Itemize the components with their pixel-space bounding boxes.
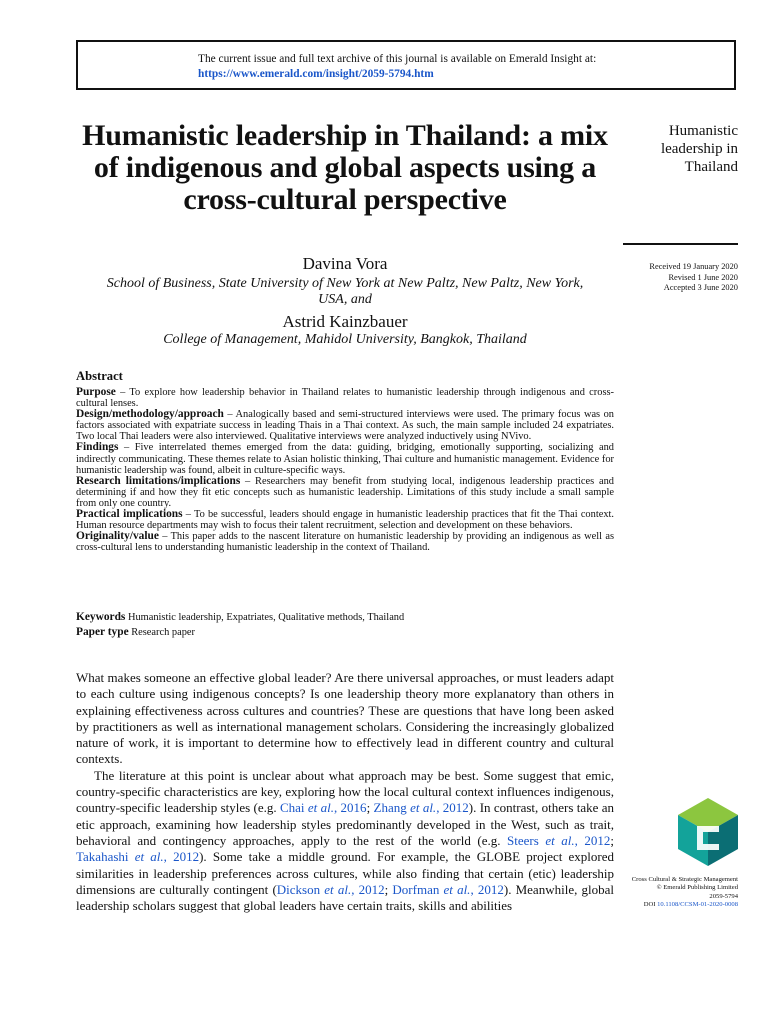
paragraph-2-text-d: ). Meanwhile, global leadership scholars suggest that global leaders have certain traits, skills and abilities	[76, 881, 614, 914]
practical-label: Practical implications	[76, 508, 183, 521]
limitations-label: Research limitations/implications	[76, 474, 241, 487]
findings-label: Findings	[76, 441, 119, 454]
abstract-findings	[76, 442, 614, 475]
citation-steers-2012[interactable]: Steers et al., 2012	[507, 832, 611, 848]
keywords-line	[76, 611, 404, 624]
abstract-heading: Abstract	[76, 369, 123, 383]
keywords-label: Keywords	[76, 611, 126, 623]
citation-dickson-2012[interactable]: Dickson et al., 2012	[276, 881, 385, 897]
journal-notice-text: The current issue and full text archive of this journal is available on Emerald Insight at:	[198, 53, 597, 65]
sidebar-divider	[623, 243, 738, 245]
citation-zhang-2012[interactable]: Zhang et al., 2012	[373, 800, 469, 816]
abstract-design	[76, 409, 614, 442]
citation-takahashi-2012[interactable]: Takahashi et al., 2012	[76, 849, 200, 865]
abstract-body	[76, 387, 614, 553]
purpose-label: Purpose	[76, 386, 116, 398]
article-body	[76, 670, 614, 914]
author-name-2: Astrid Kainzbauer	[282, 312, 408, 331]
paragraph-2-text-a: The literature at this point is unclear about what approach may be best. Some suggest that emic, country-specific characteristics are key, exploring how the local cultural context influences indigenous, country-specific leadership styles (e.g.	[76, 767, 614, 816]
design-label: Design/methodology/approach	[76, 408, 224, 421]
journal-issn: 2059-5794	[709, 892, 738, 900]
article-title: Humanistic leadership in Thailand: a mix of indigenous and global aspects using a cross-cultural perspective	[82, 119, 608, 216]
received-date: Received 19 January 2020	[649, 262, 738, 271]
limitations-text: – Researchers may benefit from studying local, indigenous leadership practices and determining if and how they fit etic concepts such as humanistic leadership. Limitations of this study include a small sample from only one country.	[76, 475, 614, 509]
findings-text: – Five interrelated themes emerged from the data: guiding, bridging, emotionally supporting, socializing and indirectly communicating. These themes relate to Asian holistic thinking, Thai culture and humanistic management. Evidence for humanistic leadership was found, albeit in culture-specific ways.	[76, 442, 614, 476]
doi-link[interactable]: 10.1108/CCSM-01-2020-0008	[657, 900, 738, 908]
paragraph-2-text-c: ). Some take a middle ground. For example, the GLOBE project explored similarities in leadership preferences across cultures, while also finding that certain (etic) leadership dimensions are culturally contingent (	[76, 849, 615, 897]
paper-type-line	[76, 626, 195, 639]
doi-line	[616, 901, 738, 909]
abstract-originality	[76, 531, 614, 553]
citation-dorfman-2012[interactable]: Dorfman et al., 2012	[392, 881, 504, 897]
article-history-dates	[622, 262, 738, 294]
journal-name: Cross Cultural & Strategic Management	[631, 876, 738, 883]
keywords-text: Humanistic leadership, Expatriates, Qualitative methods, Thailand	[125, 612, 405, 623]
practical-text: – To be successful, leaders should engage in humanistic leadership practices that fit the Thai context. Human resource departments may wish to focus their talent recruitment, selection and development on these behaviors.	[76, 509, 614, 532]
author-affiliation-2: College of Management, Mahidol University, Bangkok, Thailand	[163, 332, 527, 347]
abstract-purpose	[76, 387, 614, 409]
author-name-1: Davina Vora	[302, 254, 388, 273]
paper-type-label: Paper type	[76, 626, 129, 638]
author-affiliation-1: School of Business, State University of New York at New Paltz, New Paltz, New York, USA, and	[106, 276, 584, 307]
body-paragraph-1: What makes someone an effective global leader? Are there universal approaches, or must leaders adapt to each culture using indigenous concepts? Is one leadership theory more explanatory than others in explaining effectiveness across cultures and countries? These are questions that have long been asked by practitioners as well as international management scholars. Considering the increasingly globalized nature of work, it is important to determine how to effectively lead in different country and cultural contexts.	[76, 670, 614, 767]
accepted-date: Accepted 3 June 2020	[663, 283, 738, 292]
originality-text: – This paper adds to the nascent literature on humanistic leadership by providing an indigenous as well as cross-cultural lens to understanding humanistic leadership in the context of Thailand.	[76, 531, 614, 554]
body-paragraph-2: The literature at this point is unclear about what approach may be best. Some suggest that emic, country-specific characteristics are key, exploring how the local cultural context influences indigenous, country-specific leadership styles (e.g. Chai et al., 2016; Zhang et al., 2012). In contrast, others take an etic approach, examining how leadership styles predominantly developed in the West, such as trait, behavioral and contingency approaches, apply to the rest of the world (e.g. Steers et al., 2012; Takahashi et al., 2012). Some take a middle ground. For example, the GLOBE project explored similarities in leadership preferences across cultures, while also finding that certain (etic) leadership dimensions are culturally contingent (Dickson et al., 2012; Dorfman et al., 2012). Meanwhile, global leadership scholars suggest that global leaders have certain traits, skills and abilities	[76, 767, 615, 914]
citation-chai-2016[interactable]: Chai et al., 2016	[279, 800, 367, 816]
doi-label: DOI	[643, 900, 656, 908]
originality-label: Originality/value	[76, 530, 159, 543]
purpose-text: – To explore how leadership behavior in Thailand relates to humanistic leadership through indigenous and cross-cultural lenses.	[76, 387, 614, 410]
paragraph-2-text-b: ). In contrast, others take an etic approach, examining how leadership styles predominantly developed in the West, such as trait, behavioral and contingency approaches, apply to the rest of the world (e.g.	[76, 800, 614, 848]
design-text: – Analogically based and semi-structured interviews were used. The primary focus was on factors associated with expatriate success in leading Thais in a Thai context. As such, the main sample included 24 expatriates. Two local Thai leaders were also interviewed. Qualitative interviews were analyzed inductively using NVivo.	[76, 409, 614, 443]
publisher-copyright: © Emerald Publishing Limited	[656, 884, 738, 892]
paper-type-text: Research paper	[128, 627, 195, 638]
revised-date: Revised 1 June 2020	[668, 272, 738, 282]
journal-archive-link[interactable]: https://www.emerald.com/insight/2059-5794.htm	[198, 68, 434, 80]
journal-info	[616, 876, 738, 909]
abstract-limitations	[76, 476, 614, 509]
hexagon-cube-logo-icon	[675, 796, 741, 868]
running-title: Humanistic leadership in Thailand	[660, 123, 738, 175]
abstract-practical	[76, 509, 614, 531]
